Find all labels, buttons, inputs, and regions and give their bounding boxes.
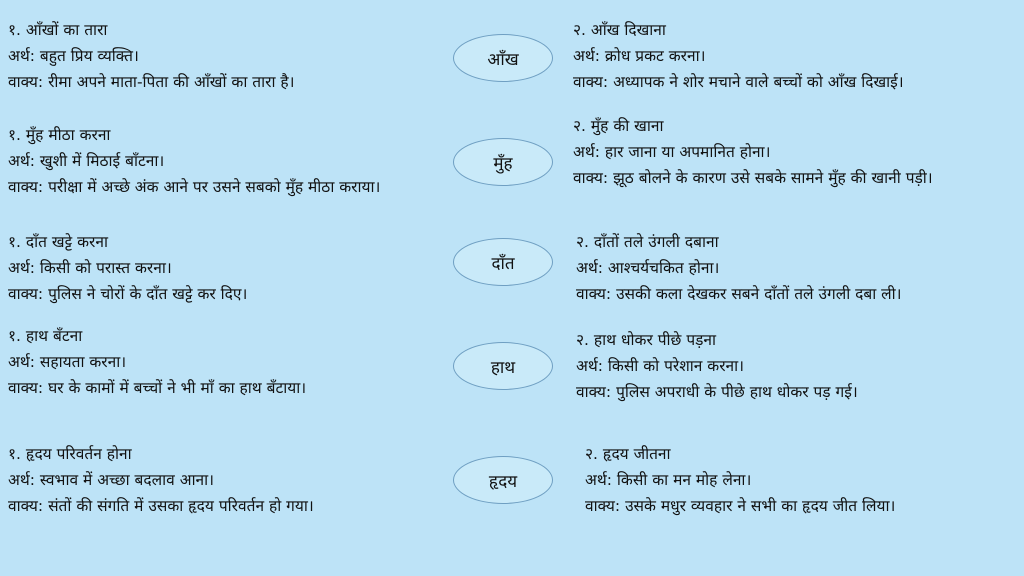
idiom-title: २. आँख दिखाना <box>573 21 666 39</box>
idiom-munh-2 <box>573 113 933 191</box>
word-label: आँख <box>487 49 519 70</box>
idiom-meaning: अर्थ: स्वभाव में अच्छा बदलाव आना। <box>8 471 215 489</box>
idiom-sentence: वाक्य: परीक्षा में अच्छे अंक आने पर उसने सबको मुँह मीठा कराया। <box>8 178 381 196</box>
idiom-hriday-1 <box>8 441 314 519</box>
idiom-sentence: वाक्य: झूठ बोलने के कारण उसे सबके सामने मुँह की खानी पड़ी। <box>573 169 933 187</box>
idiom-daant-1 <box>8 229 247 307</box>
idiom-sentence: वाक्य: घर के कामों में बच्चों ने भी माँ का हाथ बँटाया। <box>8 379 307 397</box>
idiom-sentence: वाक्य: उसके मधुर व्यवहार ने सभी का हृदय जीत लिया। <box>585 497 896 515</box>
idiom-meaning: अर्थ: किसी का मन मोह लेना। <box>585 471 752 489</box>
idiom-sentence: वाक्य: अध्यापक ने शोर मचाने वाले बच्चों को आँख दिखाई। <box>573 73 904 91</box>
idiom-munh-1 <box>8 122 380 200</box>
idiom-title: २. मुँह की खाना <box>573 117 664 135</box>
idiom-haath-2 <box>576 327 858 405</box>
idiom-meaning: अर्थ: क्रोध प्रकट करना। <box>573 47 706 65</box>
idiom-sentence: वाक्य: रीमा अपने माता-पिता की आँखों का तारा है। <box>8 73 295 91</box>
word-oval-munh <box>453 138 553 186</box>
word-label: मुँह <box>493 153 513 174</box>
word-label: दाँत <box>491 253 515 274</box>
idiom-meaning: अर्थ: खुशी में मिठाई बाँटना। <box>8 152 165 170</box>
word-oval-haath <box>453 342 553 390</box>
idiom-sentence: वाक्य: उसकी कला देखकर सबने दाँतों तले उंगली दबा ली। <box>576 285 902 303</box>
word-oval-daant <box>453 238 553 286</box>
word-oval-hriday <box>453 456 553 504</box>
idiom-haath-1 <box>8 323 306 401</box>
idiom-meaning: अर्थ: आश्चर्यचकित होना। <box>576 259 720 277</box>
idiom-meaning: अर्थ: सहायता करना। <box>8 353 127 371</box>
idiom-aankh-2 <box>573 17 904 95</box>
idiom-title: १. आँखों का तारा <box>8 21 108 39</box>
idiom-title: १. हाथ बँटना <box>8 327 83 345</box>
idiom-sentence: वाक्य: पुलिस ने चोरों के दाँत खट्टे कर दिए। <box>8 285 248 303</box>
idiom-hriday-2 <box>585 441 895 519</box>
idiom-meaning: अर्थ: हार जाना या अपमानित होना। <box>573 143 771 161</box>
idiom-meaning: अर्थ: किसी को परास्त करना। <box>8 259 172 277</box>
idiom-title: १. मुँह मीठा करना <box>8 126 111 144</box>
word-label: हाथ <box>490 357 516 378</box>
idiom-title: १. हृदय परिवर्तन होना <box>8 445 132 463</box>
idiom-aankh-1 <box>8 17 295 95</box>
word-oval-aankh <box>453 34 553 82</box>
idiom-title: २. हाथ धोकर पीछे पड़ना <box>576 331 717 349</box>
idiom-title: २. हृदय जीतना <box>585 445 671 463</box>
idiom-meaning: अर्थ: किसी को परेशान करना। <box>576 357 745 375</box>
idiom-daant-2 <box>576 229 902 307</box>
idiom-title: १. दाँत खट्टे करना <box>8 233 108 251</box>
word-label: हृदय <box>488 471 518 492</box>
idiom-meaning: अर्थ: बहुत प्रिय व्यक्ति। <box>8 47 139 65</box>
idiom-title: २. दाँतों तले उंगली दबाना <box>576 233 719 251</box>
idiom-sentence: वाक्य: संतों की संगति में उसका हृदय परिवर्तन हो गया। <box>8 497 314 515</box>
idiom-sentence: वाक्य: पुलिस अपराधी के पीछे हाथ धोकर पड़ गई। <box>576 383 858 401</box>
